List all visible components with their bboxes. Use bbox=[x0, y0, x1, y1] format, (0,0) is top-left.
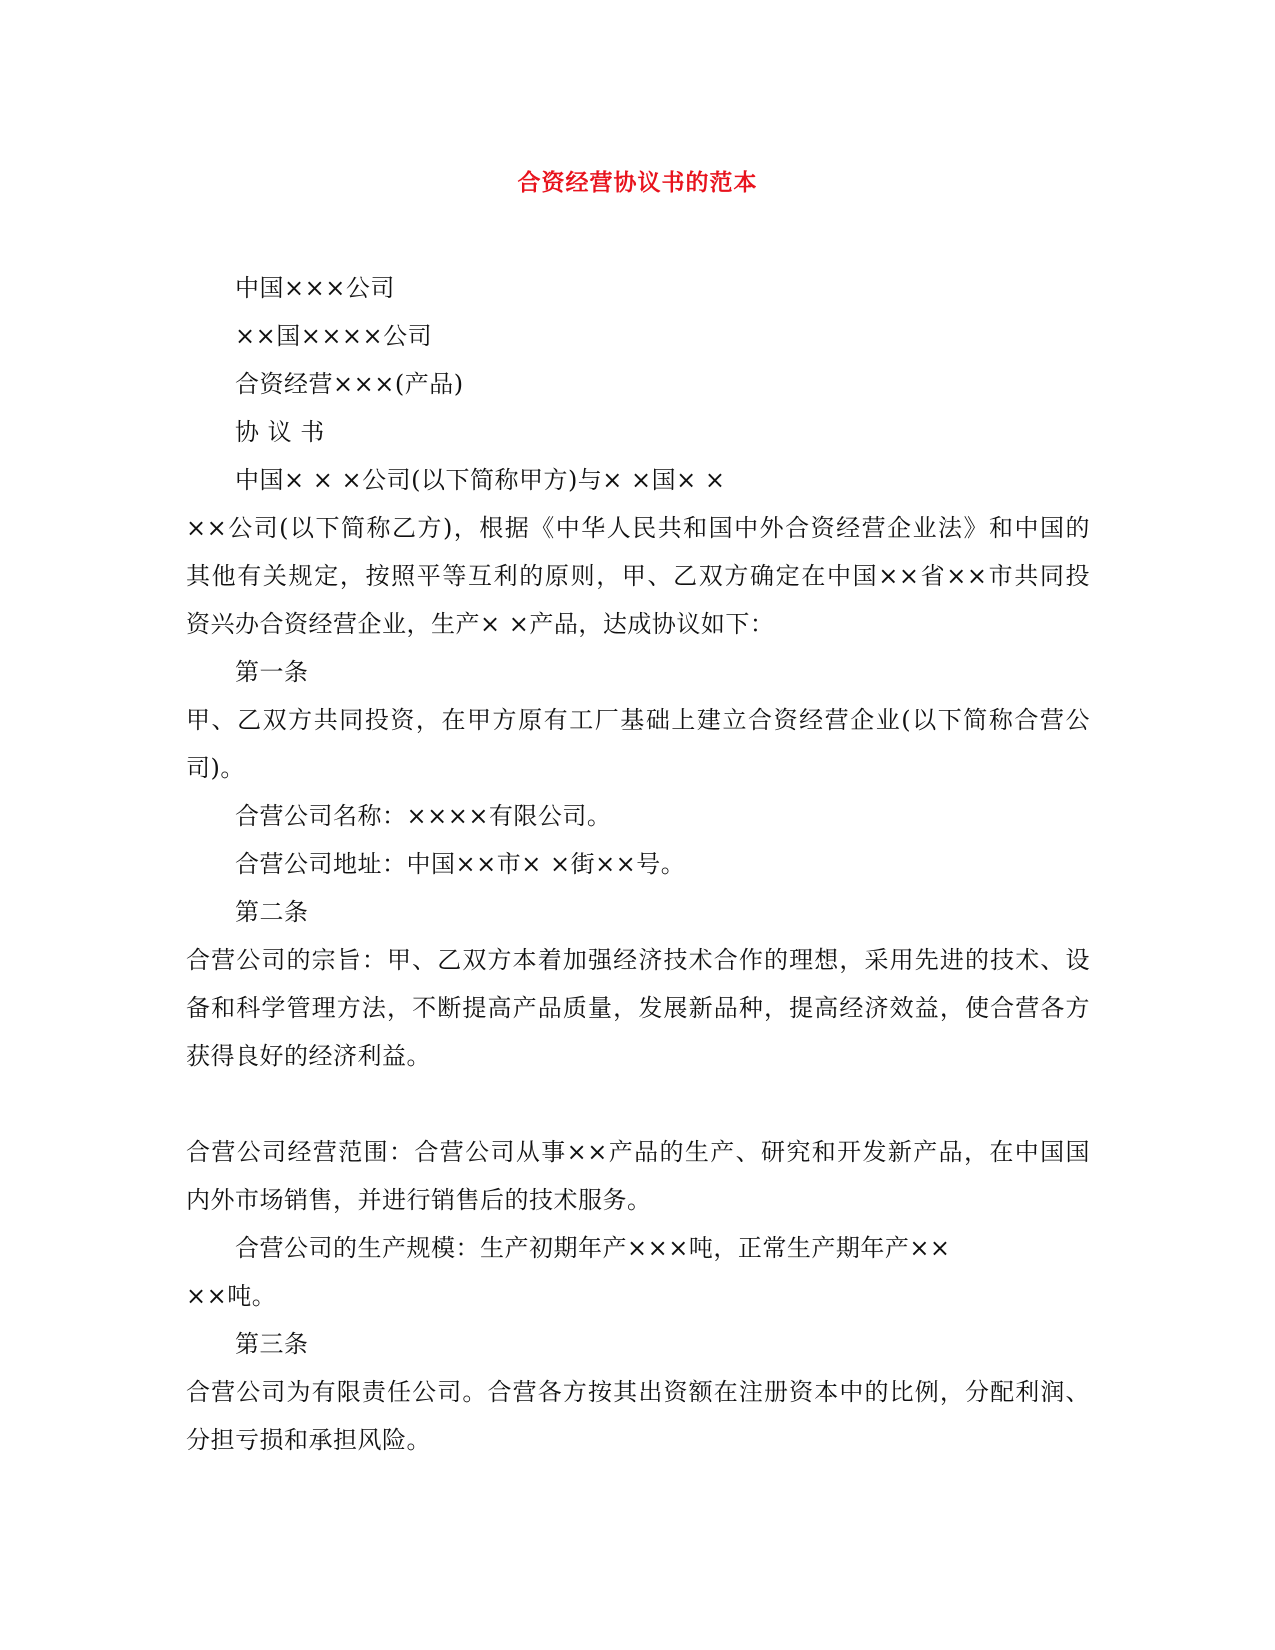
preamble-line-4: 资兴办合资经营企业，生产× ×产品，达成协议如下： bbox=[186, 610, 775, 638]
preamble-line-1: 中国× × ×公司(以下简称甲方)与× ×国× × bbox=[235, 466, 726, 494]
party-b-name: ××国××××公司 bbox=[235, 322, 433, 350]
business-scope-line-1: 合营公司经营范围：合营公司从事××产品的生产、研究和开发新产品，在中国国 bbox=[186, 1138, 1090, 1166]
article-2-line-1: 合营公司的宗旨：甲、乙双方本着加强经济技术合作的理想，采用先进的技术、设 bbox=[186, 946, 1090, 974]
preamble-line-3: 其他有关规定，按照平等互利的原则，甲、乙双方确定在中国××省××市共同投 bbox=[186, 562, 1090, 590]
article-1-line-2: 司)。 bbox=[186, 754, 245, 782]
company-address-line: 合营公司地址：中国××市× ×街××号。 bbox=[235, 850, 686, 878]
article-3-line-2: 分担亏损和承担风险。 bbox=[186, 1426, 431, 1454]
article-1-line-1: 甲、乙双方共同投资，在甲方原有工厂基础上建立合资经营企业(以下简称合营公 bbox=[186, 706, 1090, 734]
preamble-line-2: ××公司(以下简称乙方)，根据《中华人民共和国中外合资经营企业法》和中国的 bbox=[186, 514, 1090, 542]
article-1-heading: 第一条 bbox=[235, 658, 309, 686]
subject-line: 合资经营×××(产品) bbox=[235, 370, 464, 398]
article-3-heading: 第三条 bbox=[235, 1330, 309, 1358]
company-name-line: 合营公司名称：××××有限公司。 bbox=[235, 802, 612, 830]
document-title: 合资经营协议书的范本 bbox=[517, 169, 758, 196]
article-2-line-3: 获得良好的经济利益。 bbox=[186, 1042, 431, 1070]
agreement-heading: 协 议 书 bbox=[235, 418, 325, 446]
party-a-name: 中国×××公司 bbox=[235, 274, 395, 302]
production-scale-line-2: ××吨。 bbox=[186, 1282, 277, 1310]
article-2-heading: 第二条 bbox=[235, 898, 309, 926]
business-scope-line-2: 内外市场销售，并进行销售后的技术服务。 bbox=[186, 1186, 652, 1214]
production-scale-line-1: 合营公司的生产规模：生产初期年产×××吨，正常生产期年产×× bbox=[235, 1234, 951, 1262]
article-2-line-2: 备和科学管理方法，不断提高产品质量，发展新品种，提高经济效益，使合营各方 bbox=[186, 994, 1090, 1022]
article-3-line-1: 合营公司为有限责任公司。合营各方按其出资额在注册资本中的比例，分配利润、 bbox=[186, 1378, 1090, 1406]
